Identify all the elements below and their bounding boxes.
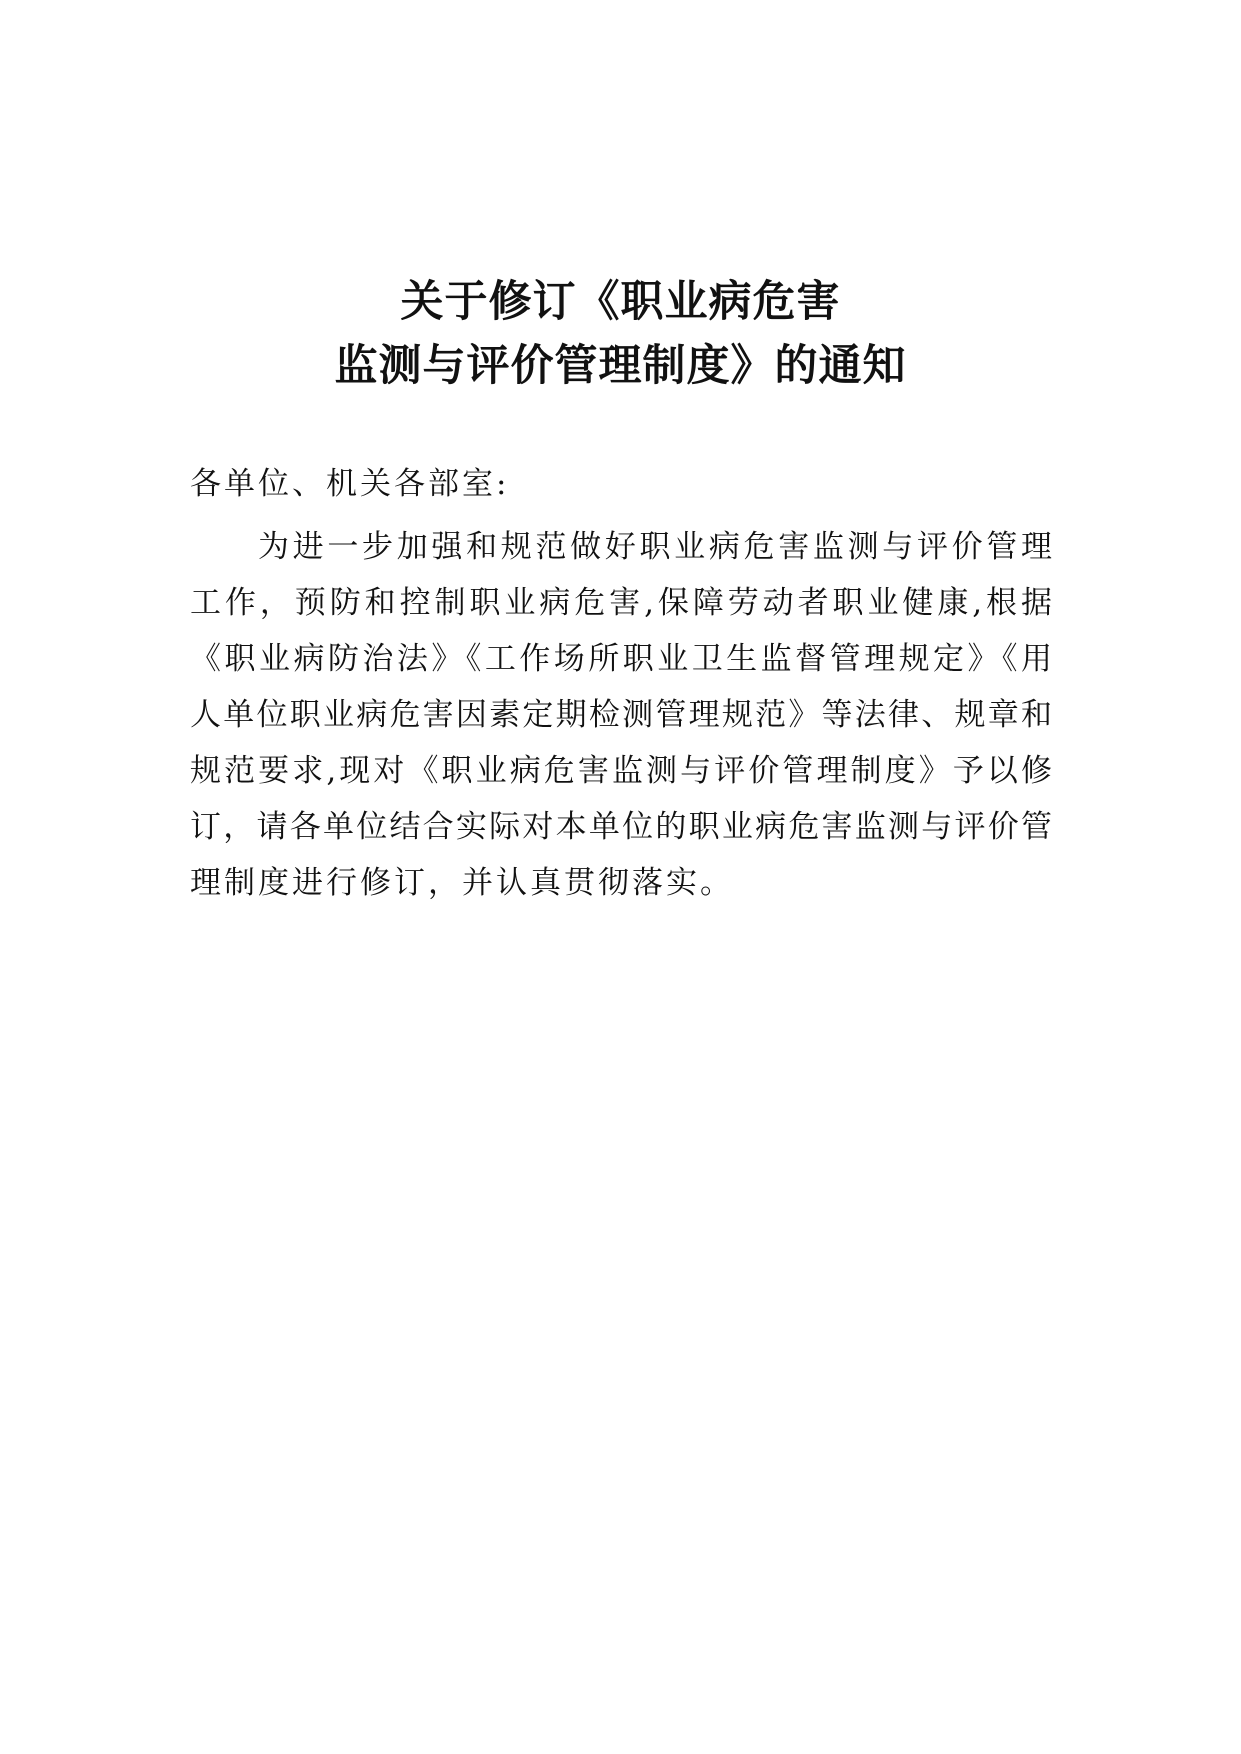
body-line-4: 人单位职业病危害因素定期检测管理规范》等法律、规章和 <box>190 697 1052 733</box>
body-line-5: 规范要求,现对《职业病危害监测与评价管理制度》予以修 <box>190 753 1052 789</box>
title-line-2: 监测与评价管理制度》的通知 <box>334 341 907 391</box>
body-line-1: 为进一步加强和规范做好职业病危害监测与评价管理 <box>258 529 1052 565</box>
body-paragraph <box>190 519 1052 911</box>
body-line-2: 工作，预防和控制职业病危害,保障劳动者职业健康,根据 <box>190 585 1052 621</box>
body-line-6: 订，请各单位结合实际对本单位的职业病危害监测与评价管 <box>190 809 1052 845</box>
body-line-3: 《职业病防治法》《工作场所职业卫生监督管理规定》《用 <box>190 641 1052 677</box>
salutation: 各单位、机关各部室: <box>190 466 510 502</box>
title-line-1: 关于修订《职业病危害 <box>400 277 841 327</box>
document-title <box>0 270 1241 398</box>
body-line-7: 理制度进行修订，并认真贯彻落实。 <box>190 865 734 901</box>
